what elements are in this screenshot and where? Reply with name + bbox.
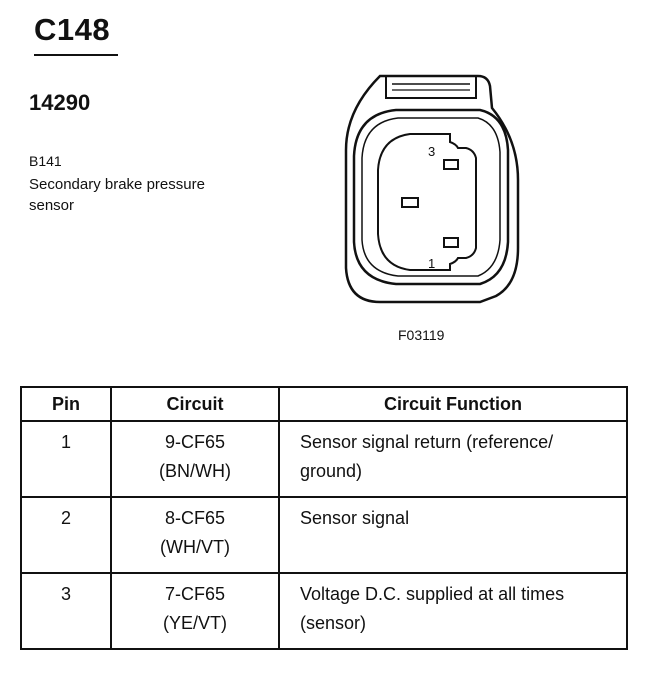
pin-2-terminal — [402, 198, 418, 207]
circuit-function-cell: Sensor signal — [279, 497, 627, 573]
header-circuit: Circuit — [111, 387, 279, 421]
circuit-cell — [111, 573, 279, 649]
circuit-number: 8-CF65 — [164, 508, 226, 528]
wire-color: (BN/WH) — [159, 461, 231, 481]
connector-id: C148 — [34, 12, 111, 47]
table-row — [21, 421, 627, 497]
component-code: B141 — [29, 153, 62, 169]
table-header-row — [21, 387, 627, 421]
header-circuit-function: Circuit Function — [279, 387, 627, 421]
pin-3-terminal — [444, 160, 458, 169]
part-number: 14290 — [29, 90, 91, 115]
circuit-cell — [111, 421, 279, 497]
header-pin: Pin — [21, 387, 111, 421]
connector-latch — [386, 76, 476, 98]
table-row — [21, 573, 627, 649]
wire-color: (WH/VT) — [160, 537, 230, 557]
wire-color: (YE/VT) — [162, 613, 227, 633]
pin-label-3: 3 — [428, 144, 436, 159]
component-description: Secondary brake pressure sensor — [29, 176, 205, 214]
connector-id-underline — [34, 54, 118, 56]
pin-cell: 2 — [21, 497, 111, 573]
connector-face-diagram — [340, 70, 520, 310]
pin-cavity-outline — [378, 134, 476, 270]
circuit-number: 9-CF65 — [164, 432, 226, 452]
circuit-function-cell: Voltage D.C. supplied at all times (sensor) — [279, 573, 627, 649]
circuit-cell — [111, 497, 279, 573]
circuit-function-cell: Sensor signal return (reference/ ground) — [279, 421, 627, 497]
table-row — [21, 497, 627, 573]
pin-table — [20, 386, 628, 650]
pin-1-terminal — [444, 238, 458, 247]
figure-code: F03119 — [398, 327, 445, 343]
pin-cell: 1 — [21, 421, 111, 497]
pin-cell: 3 — [21, 573, 111, 649]
pin-label-1: 1 — [428, 256, 436, 271]
circuit-number: 7-CF65 — [164, 584, 226, 604]
